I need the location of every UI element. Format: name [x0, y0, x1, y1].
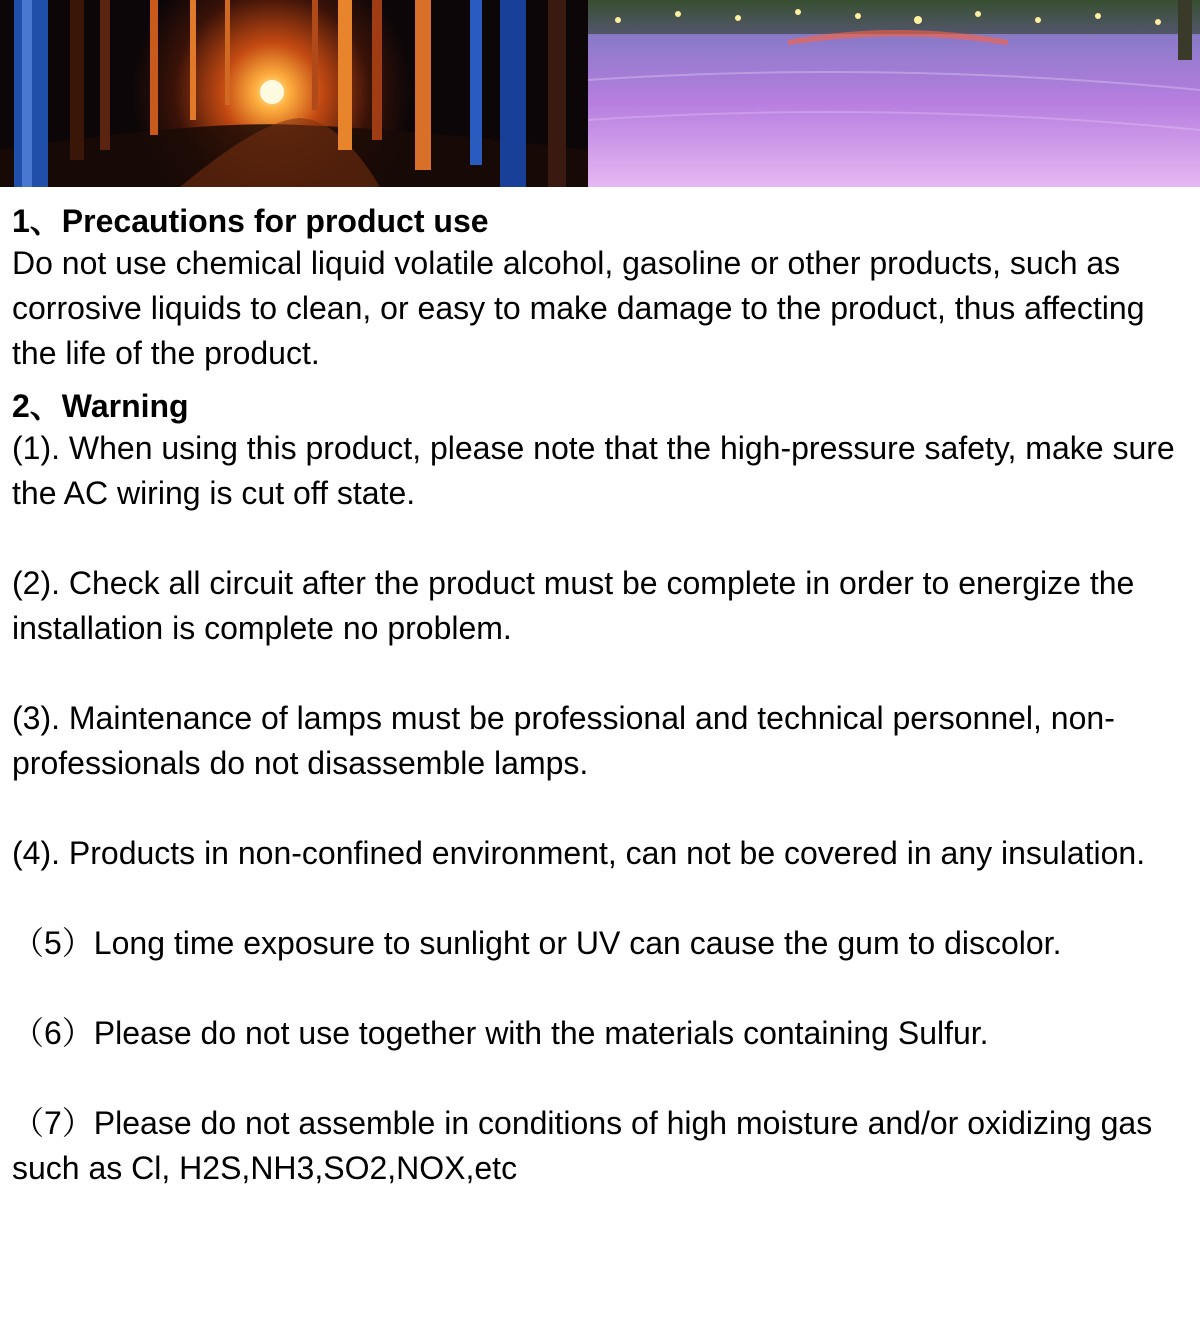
- warning-item: (2). Check all circuit after the product must be complete in order to energize the installation is complete no problem.: [12, 565, 1135, 646]
- content: [0, 187, 1200, 1191]
- warning-item: (4). Products in non-confined environment, can not be covered in any insulation.: [12, 835, 1146, 871]
- warning-item: （6）Please do not use together with the materials containing Sulfur.: [12, 1015, 989, 1051]
- section-heading-precautions: 1、Precautions for product use: [12, 203, 489, 239]
- section-heading-warning: 2、Warning: [12, 388, 189, 424]
- purple-lit-plaza-photo: [588, 0, 1200, 187]
- section-warning: [12, 386, 1188, 1191]
- banner: [0, 0, 1200, 187]
- warning-item: （5）Long time exposure to sunlight or UV can cause the gum to discolor.: [12, 925, 1062, 961]
- warning-item: (1). When using this product, please note that the high-pressure safety, make sure the AC wiring is cut off state.: [12, 430, 1175, 511]
- warning-item: (3). Maintenance of lamps must be professional and technical personnel, non-professionals do not disassemble lamps.: [12, 700, 1115, 781]
- warning-item: （7）Please do not assemble in conditions of high moisture and/or oxidizing gas such as Cl, H2S,NH3,SO2,NOX,etc: [12, 1105, 1153, 1186]
- night-forest-lighting-photo: [0, 0, 588, 187]
- section-precautions: [12, 201, 1188, 376]
- precautions-paragraph: Do not use chemical liquid volatile alcohol, gasoline or other products, such as corrosive liquids to clean, or easy to make damage to the product, thus affecting the life of the product.: [12, 245, 1145, 371]
